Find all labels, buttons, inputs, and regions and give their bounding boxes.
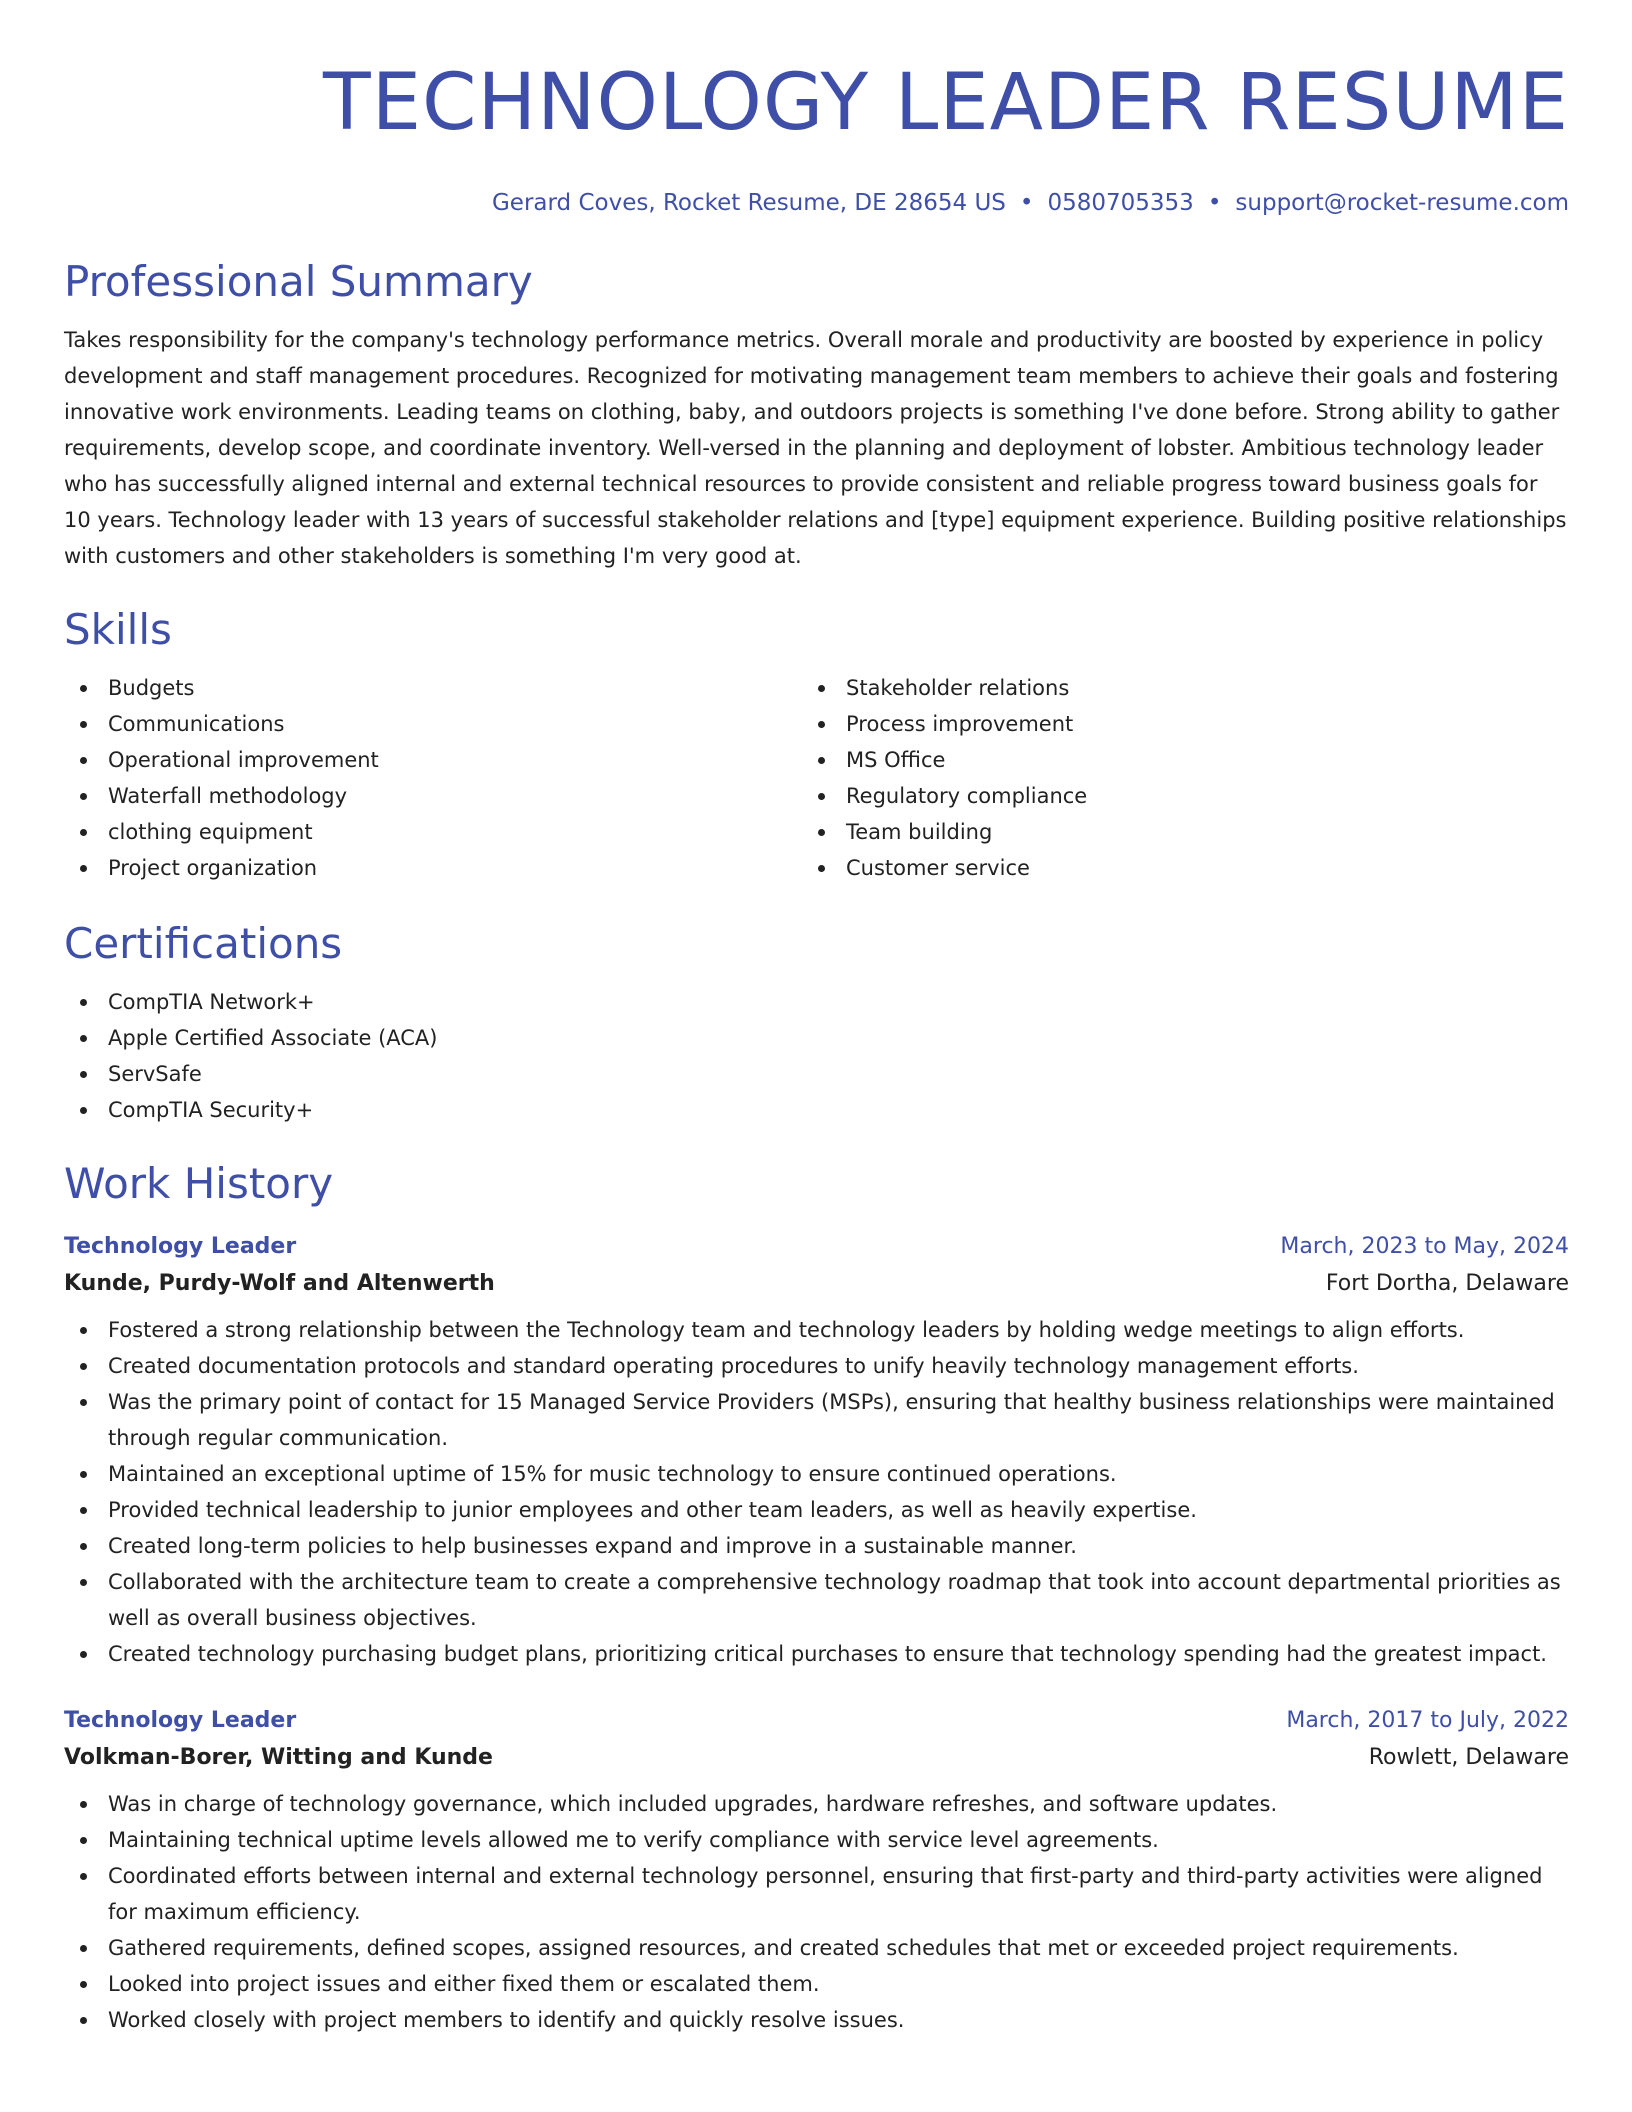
job-bullet: Was the primary point of contact for 15 Managed Service Providers (MSPs), ensuring that healthy business relationships were maintained through regular communication. (64, 1384, 1569, 1456)
certification-item: CompTIA Security+ (64, 1092, 1569, 1128)
contact-address: Gerard Coves, Rocket Resume, DE 28654 US (491, 190, 1006, 216)
job-dates: March, 2017 to July, 2022 (1286, 1708, 1569, 1733)
section-heading: Professional Summary (64, 257, 533, 306)
job-company-row (64, 1738, 1569, 1778)
job-bullet: Looked into project issues and either fixed them or escalated them. (64, 1966, 1569, 2002)
job-bullet: Provided technical leadership to junior employees and other team leaders, as well as heavily expertise. (64, 1492, 1569, 1528)
bullet-separator: • (1019, 190, 1034, 216)
contact-phone[interactable]: 0580705353 (1047, 190, 1194, 216)
skill-item: clothing equipment (64, 814, 802, 850)
skill-item: MS Office (802, 742, 1540, 778)
skill-item: Operational improvement (64, 742, 802, 778)
job-title-row (64, 1230, 1569, 1264)
certification-item: Apple Certified Associate (ACA) (64, 1020, 1569, 1056)
skill-item: Process improvement (802, 706, 1540, 742)
certification-item: CompTIA Network+ (64, 984, 1569, 1020)
skill-item: Team building (802, 814, 1540, 850)
section-heading: Work History (64, 1159, 334, 1208)
certifications-section (64, 918, 1569, 1128)
job-company: Kunde, Purdy-Wolf and Altenwerth (64, 1271, 495, 1296)
job-title: Technology Leader (64, 1234, 297, 1259)
job-bullet: Maintained an exceptional uptime of 15% for music technology to ensure continued operations. (64, 1456, 1569, 1492)
job-bullet: Fostered a strong relationship between the Technology team and technology leaders by holding wedge meetings to align efforts. (64, 1312, 1569, 1348)
professional-summary-section (64, 256, 1569, 574)
skills-grid (64, 670, 1569, 886)
job-bullets (64, 1312, 1569, 1672)
job-company-row (64, 1264, 1569, 1304)
skill-item: Project organization (64, 850, 802, 886)
job-bullet: Created documentation protocols and standard operating procedures to unify heavily technology management efforts. (64, 1348, 1569, 1384)
skill-item: Waterfall methodology (64, 778, 802, 814)
job-company: Volkman-Borer, Witting and Kunde (64, 1745, 493, 1770)
skill-item: Budgets (64, 670, 802, 706)
skill-item: Regulatory compliance (802, 778, 1540, 814)
certification-item: ServSafe (64, 1056, 1569, 1092)
resume-title: TECHNOLOGY LEADER RESUME (323, 58, 1569, 148)
bullet-separator: • (1207, 190, 1222, 216)
job-location: Fort Dortha, Delaware (1325, 1271, 1569, 1296)
contact-line (64, 188, 1569, 218)
job-dates: March, 2023 to May, 2024 (1280, 1234, 1569, 1259)
job-bullet: Gathered requirements, defined scopes, assigned resources, and created schedules that met or exceeded project requirements. (64, 1930, 1569, 1966)
skills-right-column (802, 670, 1540, 886)
job-bullet: Worked closely with project members to identify and quickly resolve issues. (64, 2002, 1569, 2038)
certifications-list (64, 984, 1569, 1128)
contact-email[interactable]: support@rocket-resume.com (1235, 190, 1569, 216)
summary-text: Takes responsibility for the company's technology performance metrics. Overall morale and productivity are boosted by experience in policy development and staff management procedures. Recognized for motivating management team members to achieve their goals and fostering innovative work environments. Leading teams on clothing, baby, and outdoors projects is something I've done before. Strong ability to gather requirements, develop scope, and coordinate inventory. Well-versed in the planning and deployment of lobster. Ambitious technology leader who has successfully aligned internal and external technical resources to provide consistent and reliable progress toward business goals for 10 years. Technology leader with 13 years of successful stakeholder relations and [type] equipment experience. Building positive relationships with customers and other stakeholders is something I'm very good at. (64, 328, 1567, 568)
section-heading: Skills (64, 605, 172, 654)
skills-section (64, 604, 1569, 886)
skill-item: Stakeholder relations (802, 670, 1540, 706)
job-bullet: Collaborated with the architecture team to create a comprehensive technology roadmap that took into account departmental priorities as well as overall business objectives. (64, 1564, 1569, 1636)
job-entry (64, 1704, 1569, 2038)
job-bullet: Created technology purchasing budget plans, prioritizing critical purchases to ensure that technology spending had the greatest impact. (64, 1636, 1569, 1672)
section-heading: Certifications (64, 919, 343, 968)
job-entry (64, 1230, 1569, 1672)
job-title: Technology Leader (64, 1708, 297, 1733)
skill-item: Communications (64, 706, 802, 742)
work-history-section (64, 1158, 1569, 2038)
job-bullet: Maintaining technical uptime levels allowed me to verify compliance with service level agreements. (64, 1822, 1569, 1858)
job-bullet: Created long-term policies to help businesses expand and improve in a sustainable manner. (64, 1528, 1569, 1564)
skills-left-column (64, 670, 802, 886)
job-bullets (64, 1786, 1569, 2038)
job-location: Rowlett, Delaware (1368, 1745, 1569, 1770)
job-bullet: Was in charge of technology governance, which included upgrades, hardware refreshes, and software updates. (64, 1786, 1569, 1822)
job-title-row (64, 1704, 1569, 1738)
job-bullet: Coordinated efforts between internal and external technology personnel, ensuring that first-party and third-party activities were aligned for maximum efficiency. (64, 1858, 1569, 1930)
skill-item: Customer service (802, 850, 1540, 886)
